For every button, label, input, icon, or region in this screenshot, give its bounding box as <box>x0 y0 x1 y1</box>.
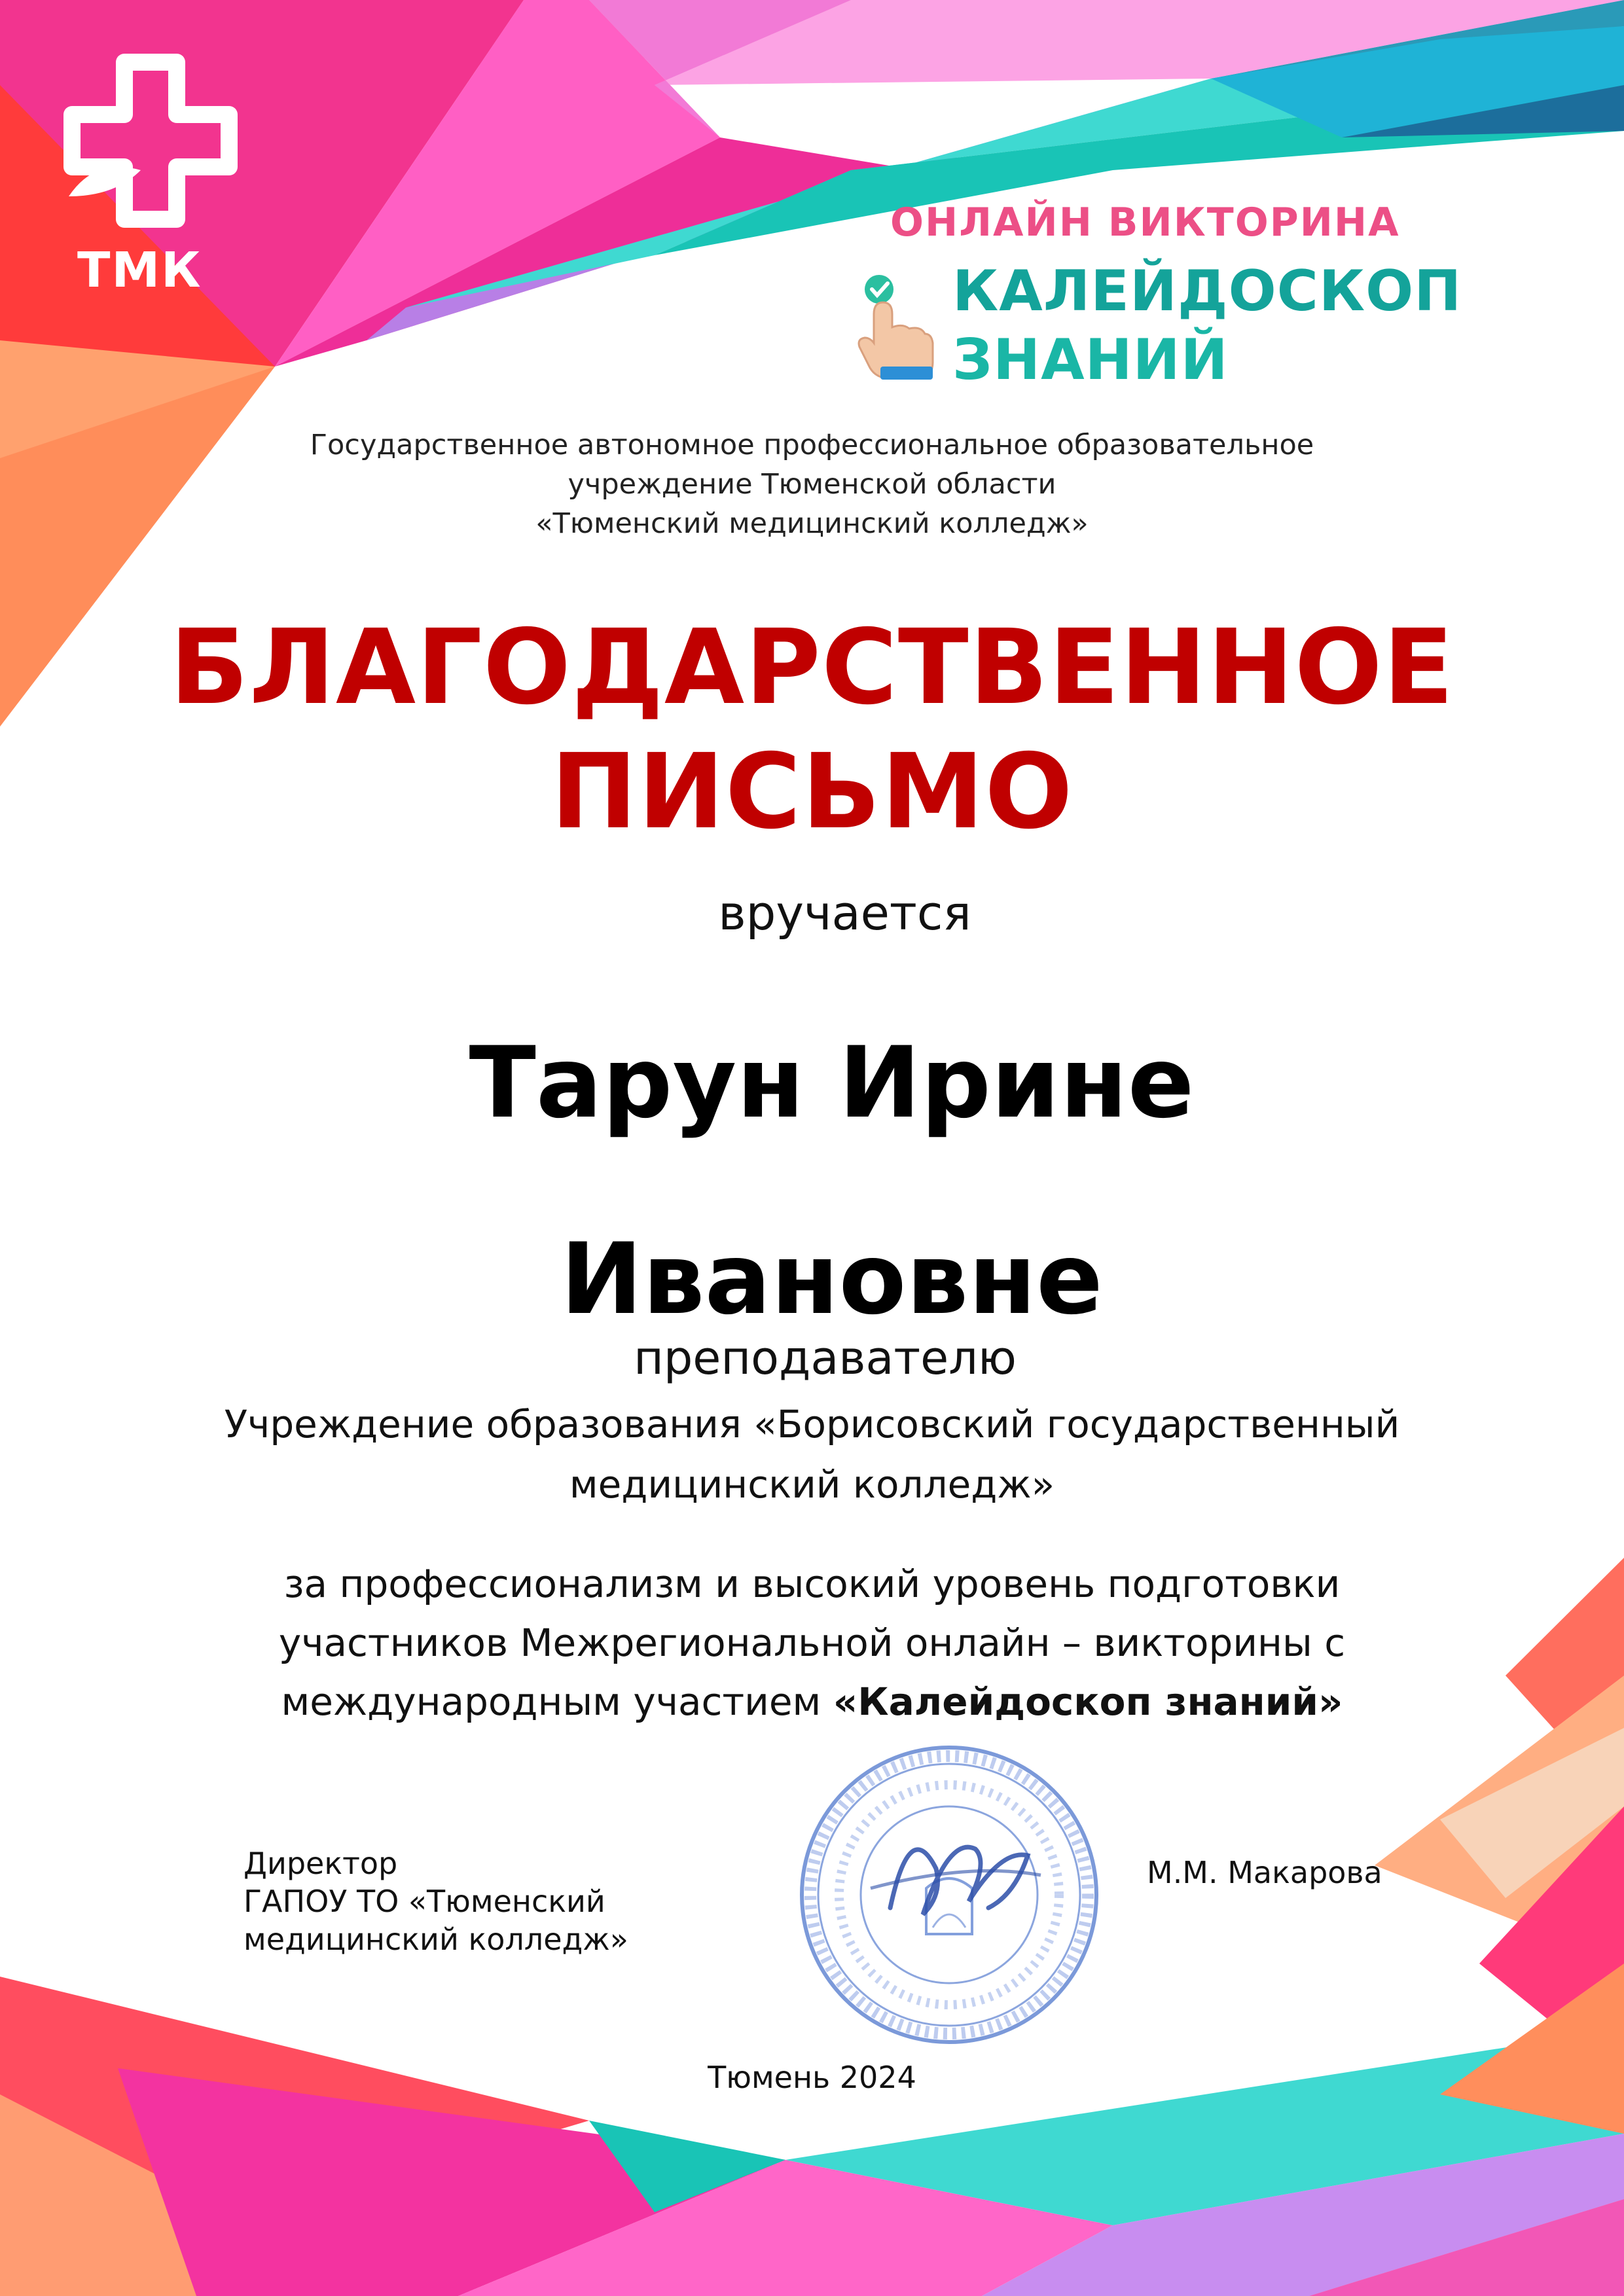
director-line: Директор <box>244 1846 398 1881</box>
letter-title-line: ПИСЬМО <box>550 732 1074 852</box>
director-line: ГАПОУ ТО «Тюменский <box>244 1884 605 1919</box>
awarded-text: вручается <box>718 886 971 941</box>
reason-line <box>0 1672 1624 1731</box>
medical-cross-icon <box>62 52 239 229</box>
quiz-banner-title-2: ЗНАНИЙ <box>952 327 1229 393</box>
letter-title <box>0 605 1624 854</box>
city-year: Тюмень 2024 <box>708 2060 916 2095</box>
pointing-hand-check-icon <box>854 268 939 386</box>
recipient-line: Тарун Ирине <box>469 1026 1195 1140</box>
award-reason <box>0 1554 1624 1731</box>
director-title <box>244 1844 628 1958</box>
recipient-line: Ивановне <box>560 1223 1103 1336</box>
signer-name: М.М. Макарова <box>1147 1855 1382 1890</box>
reason-line: участников Межрегиональной онлайн – викторины с <box>278 1621 1346 1665</box>
reason-line: за профессионализм и высокий уровень подготовки <box>283 1562 1341 1606</box>
organization-line: «Тюменский медицинский колледж» <box>535 507 1089 540</box>
recipient-institution <box>0 1394 1624 1515</box>
quiz-banner-top: ОНЛАЙН ВИКТОРИНА <box>890 200 1400 245</box>
organization-line: Государственное автономное профессиональное образовательное <box>310 429 1314 461</box>
round-seal-stamp-icon <box>792 1738 1106 2052</box>
quiz-name-bold: «Калейдоскоп знаний» <box>833 1679 1343 1724</box>
quiz-banner-title-1: КАЛЕЙДОСКОП <box>952 259 1462 324</box>
logo-text: ТМК <box>77 242 202 298</box>
letter-title-line: БЛАГОДАРСТВЕННОЕ <box>170 607 1454 728</box>
organization-line: учреждение Тюменской области <box>568 468 1056 501</box>
recipient-position: преподавателю <box>634 1331 1017 1385</box>
director-line: медицинский колледж» <box>244 1922 628 1957</box>
institution-line: Учреждение образования «Борисовский государственный <box>224 1402 1400 1446</box>
institution-line: медицинский колледж» <box>569 1462 1055 1507</box>
reason-prefix: международным участием <box>281 1679 833 1724</box>
recipient-name <box>0 985 1624 1378</box>
organization-name <box>0 425 1624 543</box>
